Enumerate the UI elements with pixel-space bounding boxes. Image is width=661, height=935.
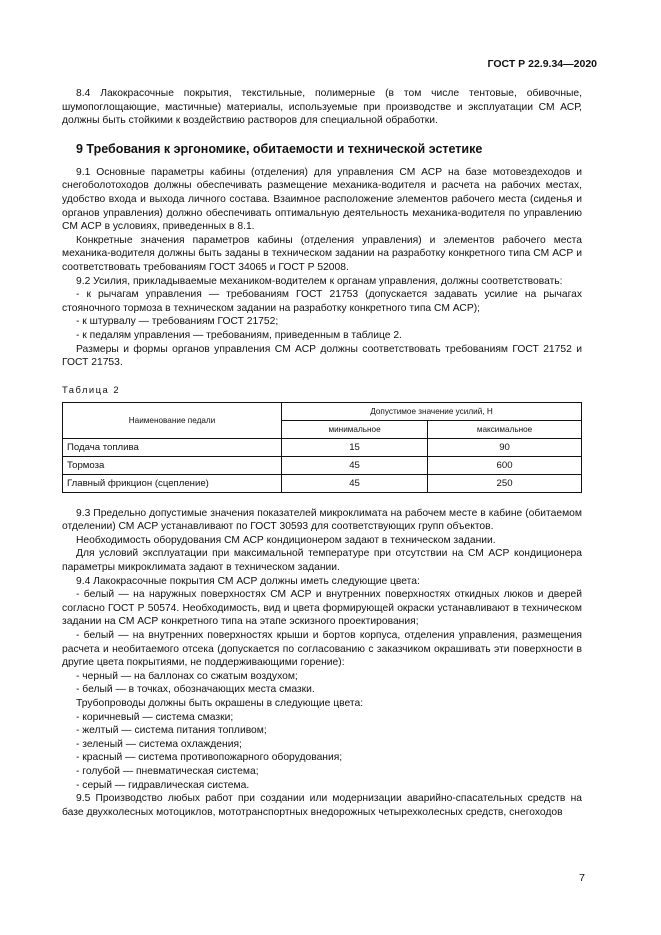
table-header-row <box>63 402 582 420</box>
section-title: 9 Требования к эргономике, обитаемости и технической эстетике <box>76 141 483 156</box>
list-item: - зеленый — система охлаждения; <box>76 738 242 750</box>
paragraph-8-4: 8.4 Лакокрасочные покрытия, текстильные, полимерные (в том числе тентовые, обивочные, шумопоглощающие, мастичные) материалы, используемые при производстве и эксплуатации СМ АСР, должны быть стойкими к воздействию растворов для специальной обработки. <box>62 88 582 127</box>
cell-max: 90 <box>428 438 582 456</box>
table-caption: Таблица 2 <box>62 383 121 395</box>
pedal-force-table <box>62 402 582 493</box>
paragraph-9-3-c: Для условий эксплуатации при максимальной температуре при отсутствии на СМ АСР кондиционера параметры микроклимата задают в техническом задании. <box>62 548 582 574</box>
table-row <box>63 438 582 456</box>
cell-pedal-name: Тормоза <box>63 456 282 474</box>
list-item: - коричневый — система смазки; <box>76 711 234 723</box>
list-item: - белый — на наружных поверхностях СМ АСР и внутренних поверхностях откидных люков и дверей согласно ГОСТ Р 50574. Необходимость, вид и цвета формирующей окраски устанавливают в техническом задании на СМ АСР конкретного типа на этапе эскизного проектирования; <box>62 589 582 628</box>
cell-max: 250 <box>428 474 582 492</box>
pipes-intro: Трубопроводы должны быть окрашены в следующие цвета: <box>76 698 364 709</box>
page-number: 7 <box>579 872 585 884</box>
list-item: - к штурвалу — требованиям ГОСТ 21752; <box>76 316 279 328</box>
list-item: - серый — гидравлическая система. <box>76 779 250 791</box>
cell-max: 600 <box>428 456 582 474</box>
list-item: - к рычагам управления — требованиям ГОСТ 21753 (допускается задавать усилие на рычагах стояночного тормоза в техническом задании на разработку конкретного типа СМ АСР); <box>62 289 582 314</box>
paragraph-9-4: 9.4 Лакокрасочные покрытия СМ АСР должны иметь следующие цвета: <box>76 575 420 587</box>
cell-min: 15 <box>282 438 428 456</box>
document-header: ГОСТ Р 22.9.34—2020 <box>487 58 597 70</box>
paragraph-9-5: 9.5 Производство любых работ при создании или модернизации аварийно-спасательных средств на базе двухколесных мотоциклов, мототранспортных внедорожных четырехколесных средств, снегоходов <box>62 793 582 818</box>
list-item: - белый — на внутренних поверхностях крыши и бортов корпуса, отделения управления, размещения расчета и необитаемого отсека (допускается по согласованию с заказчиком окрашивать эти поверхности в другие цвета покрытиями, не поддерживающими горение): <box>62 630 582 669</box>
column-header-group: Допустимое значение усилий, Н <box>282 402 582 420</box>
cell-pedal-name: Главный фрикцион (сцепление) <box>63 474 282 492</box>
list-item: - белый — в точках, обозначающих места смазки. <box>76 684 315 696</box>
cell-min: 45 <box>282 456 428 474</box>
list-item: - желтый — система питания топливом; <box>76 725 267 737</box>
page-body <box>62 87 582 819</box>
paragraph-9-3-b: Необходимость оборудования СМ АСР кондиционером задают в техническом задании. <box>76 534 496 546</box>
paragraph-9-2-sizes: Размеры и формы органов управления СМ АСР должны соответствовать требованиям ГОСТ 21752 и ГОСТ 21753. <box>62 343 582 369</box>
paragraph-9-3-a: 9.3 Предельно допустимые значения показателей микроклимата на рабочем месте в кабине (обитаемом отделении) СМ АСР устанавливают по ГОСТ 30593 для соответствующих групп объектов. <box>62 507 582 533</box>
column-header-min: минимальное <box>282 420 428 438</box>
paragraph-9-1-a: 9.1 Основные параметры кабины (отделения) для управления СМ АСР на базе мотовездеходов и снегоболотоходов должны обеспечивать размещение механика-водителя и расчета на рабочих местах, удобство входа и выхода личного состава. Взаимное расположение элементов рабочего места (сиденья и органов управления) должно обеспечивать оптимальную деятельность механика-водителя по управлению СМ АСР в условиях, приведенных в 8.1. <box>62 166 582 233</box>
list-item: - к педалям управления — требованиям, приведенным в таблице 2. <box>76 329 402 341</box>
paragraph-9-1-b: Конкретные значения параметров кабины (отделения управления) и элементов рабочего места механика-водителя должны быть заданы в техническом задании на разработку конкретного типа СМ АСР и соответствовать требованиям ГОСТ 34065 и ГОСТ Р 52008. <box>62 234 582 273</box>
table-row <box>63 474 582 492</box>
paragraph-9-2: 9.2 Усилия, прикладываемые механиком-водителем к органам управления, должны соответствовать: <box>76 275 563 287</box>
column-header-name: Наименование педали <box>63 402 282 438</box>
table-row <box>63 456 582 474</box>
list-item: - голубой — пневматическая система; <box>76 765 259 777</box>
cell-min: 45 <box>282 474 428 492</box>
cell-pedal-name: Подача топлива <box>63 438 282 456</box>
list-item: - черный — на баллонах со сжатым воздухом; <box>76 670 298 682</box>
column-header-max: максимальное <box>428 420 582 438</box>
list-item: - красный — система противопожарного оборудования; <box>76 752 343 764</box>
